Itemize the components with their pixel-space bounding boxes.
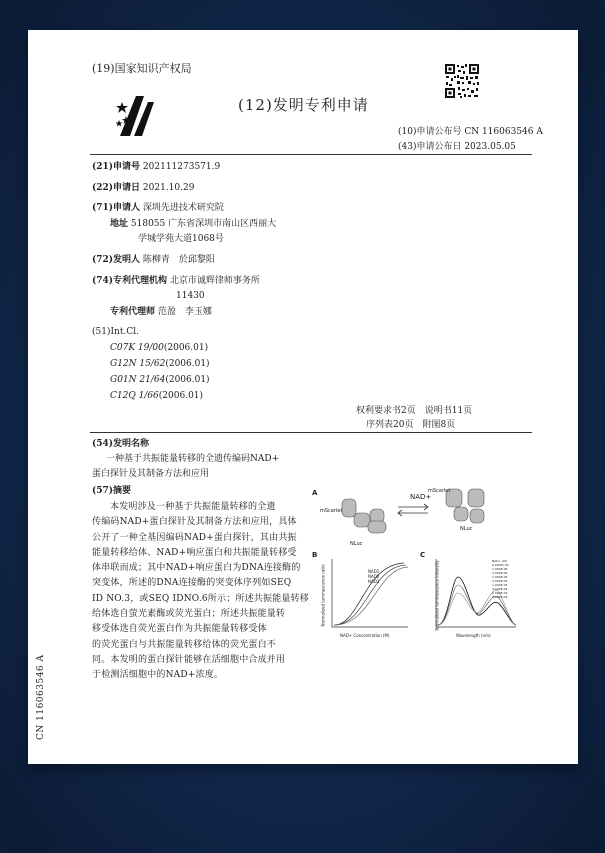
filing-date-label: (22)申请日: [92, 183, 141, 193]
intcl-row: [110, 374, 210, 386]
biblio-rule: [90, 432, 532, 433]
title-label: (54)发明名称: [92, 439, 150, 449]
panel-b-label: B: [312, 551, 318, 559]
agent-label: 专利代理师: [110, 307, 156, 317]
agency-row: [92, 275, 260, 287]
page-count-line-1: 权利要求书2页 说明书11页: [356, 406, 473, 416]
patent-page: [28, 30, 578, 764]
abstract-line: 体串联而成；其中NAD+响应蛋白为DNA连接酶的: [92, 563, 301, 574]
application-number-row: [92, 161, 220, 173]
applicant-row: [92, 202, 224, 214]
legend-entry: 0.000E+00: [492, 563, 509, 567]
abstract-line: 的荧光蛋白与共振能量转移给体的荧光蛋白不: [92, 639, 277, 650]
publication-date: (43)申请公布日 2023.05.05: [398, 142, 516, 152]
header-rule: [90, 154, 532, 155]
legend-entry: 3.000E-04: [492, 587, 508, 591]
agency-label: (74)专利代理机构: [92, 276, 168, 286]
legend-entry: 1.000E-03: [492, 591, 508, 595]
abstract-line: 突变体，所述的DNA连接酶的突变体序列如SEQ: [92, 578, 292, 589]
abstract-line: ID NO.3，或SEQ IDNO.6所示；所述共振能量转移: [92, 593, 310, 604]
plot-c-legend: [492, 559, 509, 599]
abstract-figure: [310, 485, 520, 650]
intcl-code: G01N 21/64: [110, 375, 166, 385]
abstract-line: 公开了一种全基因编码NAD+蛋白探针，其由共振: [92, 532, 297, 543]
abstract-text: [92, 500, 322, 684]
address-line-2: 学城学苑大道1068号: [138, 234, 224, 244]
address-row: [110, 218, 276, 230]
legend-entry: 3.000E-05: [492, 579, 508, 583]
intcl-code: C12Q 1/66: [110, 391, 159, 401]
legend-entry: 1.000E-06: [492, 567, 508, 571]
abstract-line: 给体选自萤光素酶或荧光蛋白；所述共振能量转: [92, 609, 286, 620]
plot-b-ylabel: Normalized luminescence ratio: [320, 564, 326, 627]
title-line-2: 蛋白探针及其制备方法和应用: [92, 469, 210, 479]
title-line-1: 一种基于共振能量转移的全遗传编码NAD+: [106, 454, 280, 464]
office-name: (19)国家知识产权局: [92, 62, 192, 75]
abstract-line: 同。本发明的蛋白探针能够在活细胞中合成并用: [92, 654, 286, 665]
abstract-line: 能量转移给体、NAD+响应蛋白和共振能量转移受: [92, 547, 297, 558]
abstract-line: 移受体选自荧光蛋白作为共振能量转移受体: [92, 624, 267, 635]
applicant-label: (71)申请人: [92, 203, 141, 213]
legend-entry: 3.000E-03: [492, 595, 508, 599]
abstract-line: 本发明涉及一种基于共振能量转移的全遗: [110, 502, 276, 512]
intcl-row: [110, 390, 203, 402]
cnipa-logo-icon: [116, 92, 164, 142]
inventor-label: (72)发明人: [92, 255, 141, 265]
intcl-year: (2006.01): [163, 343, 209, 353]
legend-entry: 3.000E-06: [492, 571, 508, 575]
legend-entry: NAD3: [368, 579, 380, 584]
abstract-line: 于检测活细胞中的NAD+浓度。: [92, 670, 224, 681]
plot-b-xlabel: NAD+ Concentration (M): [340, 633, 390, 638]
side-publication-number: CN 116063546 A: [36, 654, 46, 740]
panel-a-label: A: [312, 489, 318, 497]
page-count-line-2: 序列表20页 附图8页: [366, 420, 456, 430]
intcl-year: (2006.01): [165, 375, 210, 385]
agency-name: 北京市诚辉律师事务所: [169, 276, 260, 286]
inventor-row: [92, 254, 215, 266]
legend-entry: NAD2: [368, 574, 380, 579]
legend-title: NAD+ (M): [492, 559, 508, 563]
filing-date: 2021.10.29: [142, 183, 195, 193]
scheme-label-right-bottom: NLuc: [460, 526, 473, 532]
scheme-label-right-top: mScarlet: [428, 488, 451, 494]
scheme-label-left-top: mScarlet: [320, 508, 343, 514]
abstract-line: 传编码NAD+蛋白探针及其制备方法和应用，具体: [92, 517, 297, 528]
applicant-name: 深圳先进技术研究院: [142, 203, 224, 213]
publication-number: (10)申请公布号 CN 116063546 A: [398, 127, 543, 137]
scheme-label-left-bottom: NLuc: [350, 541, 363, 547]
intcl-code: G12N 15/62: [110, 359, 166, 369]
intcl-row: [110, 342, 208, 354]
application-number-label: (21)申请号: [92, 162, 141, 172]
intcl-row: [110, 358, 210, 370]
legend-entry: NAD1: [368, 569, 380, 574]
agency-code: 11430: [176, 291, 205, 301]
legend-entry: 1.000E-04: [492, 583, 508, 587]
qr-code-icon: [444, 63, 480, 99]
document-type: (12)发明专利申请: [238, 96, 369, 114]
plot-c-xlabel: Wavelength (nm): [456, 633, 491, 638]
intcl-label: (51)Int.Cl.: [92, 327, 139, 337]
legend-entry: 1.000E-05: [492, 575, 508, 579]
application-number: 202111273571.9: [142, 162, 221, 172]
agent-names: 范盈 李玉娜: [157, 307, 212, 317]
plot-c-ylabel: Normalized luminescence intensity: [434, 560, 440, 631]
abstract-label: (57)摘要: [92, 486, 132, 496]
inventor-names: 陈柳青 於邱黎阳: [142, 255, 215, 265]
panel-c-label: C: [420, 551, 426, 559]
intcl-year: (2006.01): [158, 391, 204, 401]
intcl-code: C07K 19/00: [110, 343, 164, 353]
plot-b-legend: [368, 569, 379, 584]
titration-plot: [320, 555, 412, 641]
intcl-year: (2006.01): [165, 359, 210, 369]
address-label: 地址: [110, 219, 129, 229]
address-line-1: 518055 广东省深圳市南山区西丽大: [130, 219, 277, 229]
nad-arrow-label: NAD+: [410, 493, 432, 501]
agent-row: [110, 306, 212, 318]
filing-date-row: [92, 182, 194, 194]
